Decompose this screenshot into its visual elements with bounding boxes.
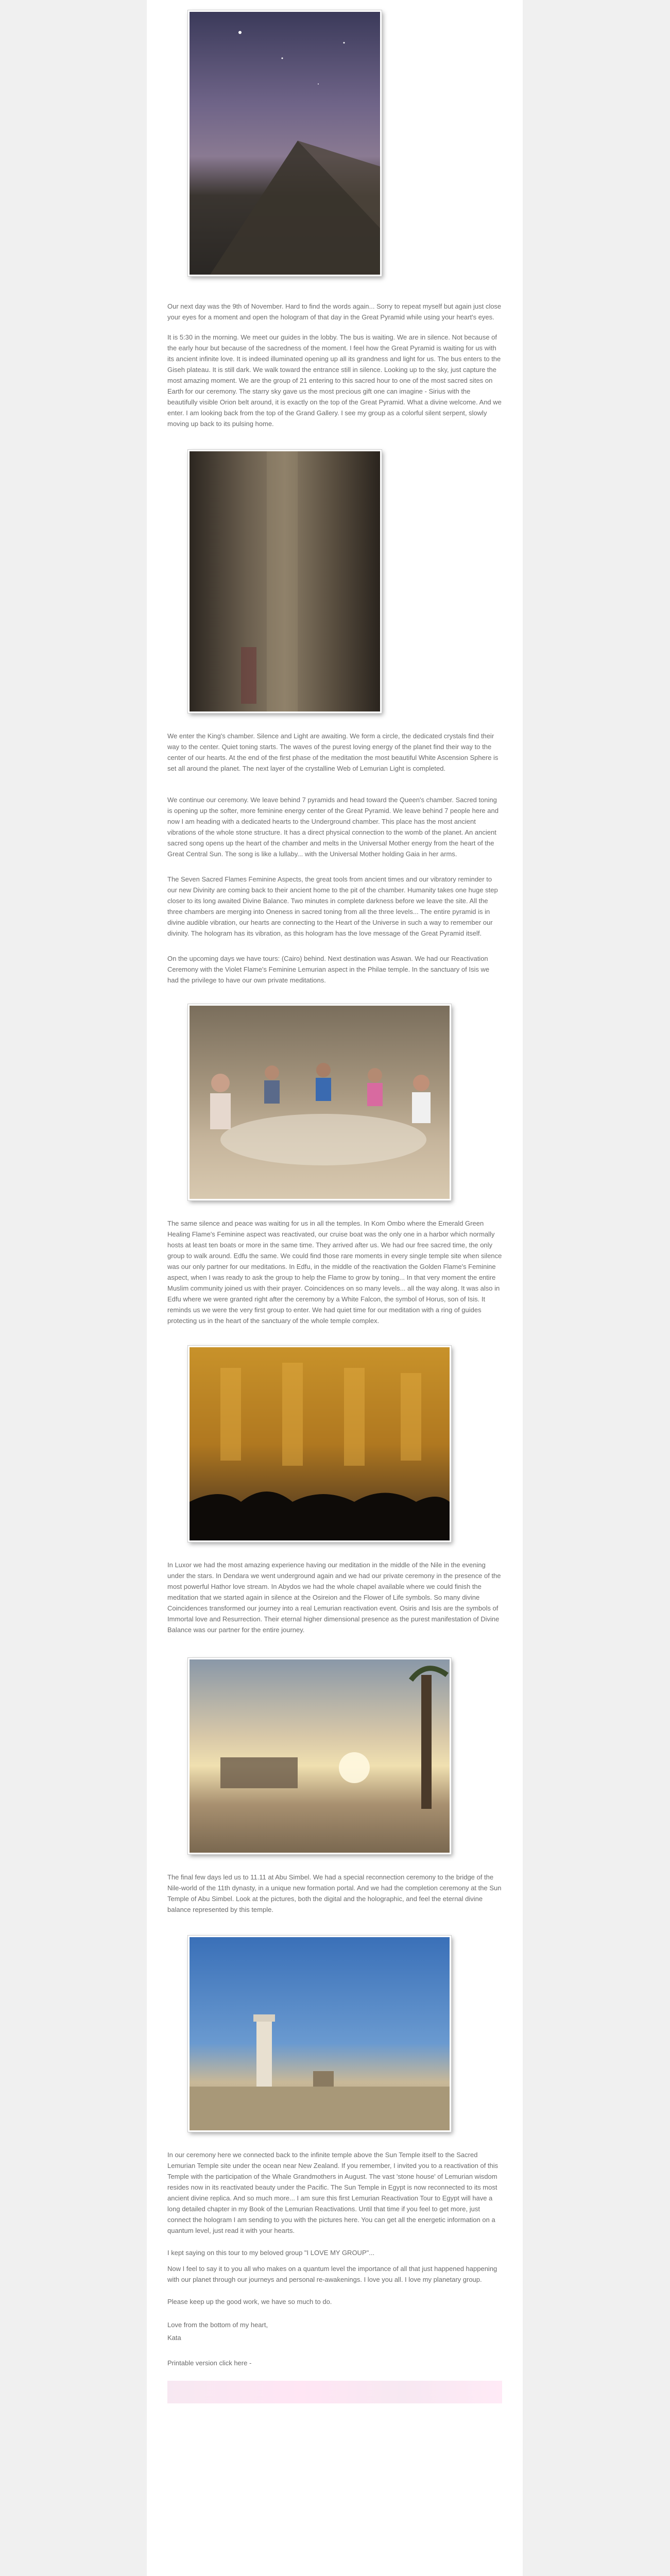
paragraph-10: In our ceremony here we connected back to the infinite temple above the Sun Temple itself to the Sacred Lemurian Temple site under the ocean near New Zealand. If you remember, I invited you to a reactivation of this Temple with the participation of the Whale Grandmothers in August. The vast 'stone house' of Lemurian wisdom resides now in its reactivated beauty under the Pacific. The Sun Temple in Egypt is now reconnected to its most ancient divine replica. And so much more... I am sure this first Lemurian Reactivation Tour to Egypt will have a long detailed chapter in my Book of the Lemurian Reactivations. Until that time if you feel to get more, just connect the hologram I am sending to you with the pictures here. You can get all the energetic information on a quantum level, just read it with your hearts. — [167, 2151, 499, 2234]
paragraph-13: Please keep up the good work, we have so much to do. — [167, 2298, 332, 2306]
signature-name: Kata — [167, 2334, 181, 2342]
printable-version-link[interactable]: Printable version click here - — [167, 2359, 252, 2367]
paragraph-9: The final few days led us to 11.11 at Abu Simbel. We had a special reconnection ceremony to the bridge of the Nile-world of the 11th dynasty, in a unique new formation portal. And we had the completion ceremony at the Sun Temple of Abu Simbel. Look at the pictures, both the digital and the holographic, and feel the eternal divine balance represented by this temple. — [167, 1873, 502, 1913]
grand-gallery-photo — [188, 450, 382, 713]
paragraph-4: We continue our ceremony. We leave behind 7 pyramids and head toward the Queen's chamber. Sacred toning is opening up the softer, more feminine energy center of the Great Pyramid. We leave behind 7 people here and now I am heading with a dedicated hearts to the Underground chamber. This place has the most ancient vibrations of the whole stone structure. It has a direct physical connection to the womb of the planet. An ancient sacred song opens up the heart of the chamber and melts in the Universal Mother energy from the heart of the Great Central Sun. The song is like a lullaby... with the Universal Mother holding Gaia in her arms. — [167, 796, 499, 858]
paragraph-1: Our next day was the 9th of November. Hard to find the words again... Sorry to repeat myself but again just close your eyes for a moment and open the hologram of that day in the Great Pyramid while using your heart's eyes. — [167, 302, 502, 321]
paragraph-11: I kept saying on this tour to my beloved group "I LOVE MY GROUP"... — [167, 2249, 375, 2257]
temple-relief-carvings-photo — [188, 1346, 451, 1542]
paragraph-2: It is 5:30 in the morning. We meet our guides in the lobby. The bus is waiting. We are in silence. Not because of the early hour but because of the sacredness of the moment. I feel how the Great Pyramid is waiting for us with its ancient infinite love. It is indeed illuminated opening up all its grandness and light for us. The bus enters to the Giseh plateau. It is still dark. We walk toward the entrance still in silence. Looking up to the sky, just capture the most amazing moment. We are the group of 21 entering to this sacred hour to one of the most sacred sites on Earth for our ceremony. The starry sky gave us the most precious gift one can imagine - Sirius with the beautifully visible Orion belt around, it is exactly on the top of the Great Pyramid. What a divine welcome. And we enter. I am looking back from the top of the Grand Gallery. I see my group as a colorful silent serpent, slowly moving up back to its pulsing home. — [167, 333, 502, 428]
signoff-line: Love from the bottom of my heart, — [167, 2321, 268, 2329]
article-page — [147, 0, 523, 2576]
paragraph-7: The same silence and peace was waiting for us in all the temples. In Kom Ombo where the Emerald Green Healing Flame's Feminine aspect was reactivated, our cruise boat was the only one in a harbor which normally hosts at least ten boats or more in the same time. They arrived after us. We had our free sacred time, the only group to walk around. Edfu the same. We could find those rare moments in every single temple site when silence was our only partner for our meditations. In Edfu, in the middle of the reactivation the Golden Flame's Feminine aspect, when I was ready to ask the group to help the Flame to grow by toning... In that very moment the entire Muslim community joined us with their prayer. Coincidences on so many levels... all the way along. It was also in Edfu where we were granted right after the ceremony by a White Falcon, the symbol of Horus, son of Isis. It reminds us we were the very first group to enter. We had quiet time for our meditation with a ring of guides protecting us in the heart of the sanctuary of the whole temple complex. — [167, 1219, 502, 1325]
paragraph-6: On the upcoming days we have tours: (Cairo) behind. Next destination was Aswan. We had our Reactivation Ceremony with the Violet Flame's Feminine Lemurian aspect in the Philae temple. In the sanctuary of Isis we had the privilege to have our own private meditations. — [167, 955, 490, 984]
paragraph-12: Now I feel to say it to you all who makes on a quantum level the importance of all that just happened happening with our planet through our journeys and personal re-awakenings. I love you all. I love my planetary group. — [167, 2265, 497, 2283]
photo-1-wrap — [167, 10, 502, 276]
paragraph-5: The Seven Sacred Flames Feminine Aspects, the great tools from ancient times and our vibratory reminder to our new Divinity are coming back to their ancient home to the pit of the chamber. Humanity takes one huge step closer to its long awaited Divine Balance. Two minutes in complete darkness before we leave the site. All the three chambers are merging into Oneness in sacred toning from all the three levels... The entire pyramid is in divine audible vibration, our hearts are connecting to the Heart of the Universe in such a way to remember our divinity. The hologram has its vibration, as this hologram has the love message of the Great Pyramid itself. — [167, 875, 498, 937]
footer-bar — [167, 2381, 502, 2403]
group-circle-chamber-photo — [188, 1004, 451, 1200]
paragraph-8: In Luxor we had the most amazing experience having our meditation in the middle of the Nile in the evening under the stars. In Dendara we went underground again and we had our private ceremony in the presence of the most powerful Hathor love stream. In Abydos we had the whole chapel available where we could finish the meditation that we started again in silence at the Osireion and the Flower of Life symbols. So many divine Coincidences transformed our journey into a real Lemurian reactivation event. Osiris and Isis are the symbols of Immortal love and Resurrection. Their eternal higher dimensional presence as the purest manifestation of Divine Balance was our partner for the entire journey. — [167, 1561, 501, 1634]
temple-ruins-sunset-photo — [188, 1658, 451, 1854]
great-pyramid-night-photo — [188, 10, 382, 276]
paragraph-3: We enter the King's chamber. Silence and Light are awaiting. We form a circle, the dedicated crystals find their way to the center. Quiet toning starts. The waves of the purest loving energy of the planet find their way to the center of our hearts. At the end of the first phase of the meditation the most beautiful White Ascension Sphere is set all around the planet. The next layer of the crystalline Web of Lemurian Light is completed. — [167, 732, 499, 772]
printable-version-link-wrap — [167, 2358, 502, 2368]
desert-tower-photo — [188, 1936, 451, 2132]
